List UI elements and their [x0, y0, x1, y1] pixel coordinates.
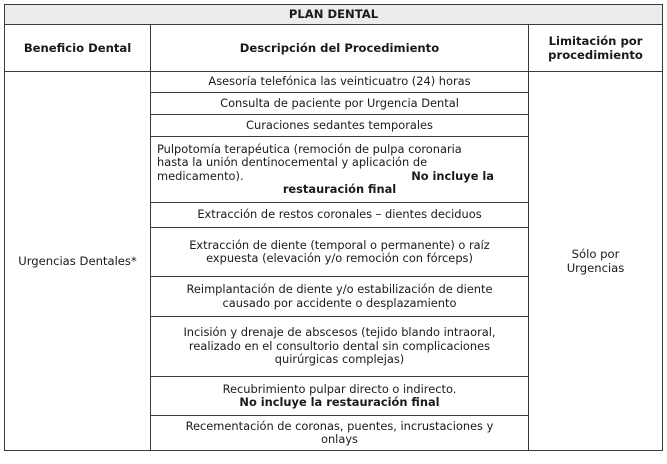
- header-limitation-line1: Limitación por: [548, 34, 643, 48]
- procedure-4-line3: medicamento).: [157, 168, 244, 183]
- limitation-line1: Sólo por: [571, 247, 620, 261]
- procedure-7-line2: causado por accidente o desplazamiento: [222, 295, 457, 310]
- header-description: Descripción del Procedimiento: [151, 25, 529, 72]
- header-benefit: Beneficio Dental: [5, 25, 151, 72]
- procedure-cell-6: [151, 228, 529, 277]
- procedure-7-line1: Reimplantación de diente y/o estabilización de diente: [186, 282, 493, 297]
- procedure-cell-5: Extracción de restos coronales – dientes deciduos: [151, 203, 529, 228]
- procedure-6-line2: expuesta (elevación y/o remoción con fórceps): [206, 251, 473, 265]
- procedure-cell-9: [151, 377, 529, 416]
- procedure-cell-2: Consulta de paciente por Urgencia Dental: [151, 93, 529, 115]
- procedure-4-line1: Pulpotomía terapéutica (remoción de pulpa coronaria: [157, 141, 462, 156]
- procedure-4-line2: hasta la unión dentinocemental y aplicación de: [157, 155, 428, 170]
- table-row: [5, 72, 663, 93]
- limitation-cell: [529, 72, 663, 451]
- procedure-4-bold1: No incluye la: [411, 168, 494, 183]
- procedure-8-line1: Incisión y drenaje de abscesos (tejido blando intraoral,: [183, 325, 496, 340]
- header-limitation: [529, 25, 663, 72]
- procedure-4-bold2: restauración final: [282, 181, 397, 196]
- limitation-line2: Urgencias: [566, 261, 625, 275]
- procedure-4-block: [157, 143, 522, 183]
- table-title: PLAN DENTAL: [5, 5, 663, 25]
- plan-dental-table: [4, 4, 663, 451]
- benefit-cell: Urgencias Dentales*: [5, 72, 151, 451]
- procedure-cell-4: [151, 137, 529, 203]
- procedure-cell-7: [151, 277, 529, 317]
- procedure-cell-1: Asesoría telefónica las veinticuatro (24) horas: [151, 72, 529, 93]
- header-row: [5, 25, 663, 72]
- procedure-8-line3: quirúrgicas complejas): [274, 352, 405, 367]
- procedure-9-line1: Recubrimiento pulpar directo o indirecto.: [222, 381, 457, 396]
- procedure-10-line2: onlays: [320, 432, 358, 446]
- plan-dental-container: [4, 4, 662, 451]
- procedure-cell-8: [151, 317, 529, 377]
- procedure-8-line2: realizado en el consultorio dental sin complicaciones: [188, 338, 491, 353]
- procedure-6-line1: Extracción de diente (temporal o permanente) o raíz: [189, 237, 490, 252]
- procedure-10-line1: Recementación de coronas, puentes, incrustaciones y: [185, 418, 494, 433]
- procedure-9-bold: No incluye la restauración final: [239, 395, 440, 409]
- header-limitation-line2: procedimiento: [548, 48, 643, 62]
- procedure-cell-10: [151, 416, 529, 451]
- procedure-cell-3: Curaciones sedantes temporales: [151, 115, 529, 137]
- title-row: [5, 5, 663, 25]
